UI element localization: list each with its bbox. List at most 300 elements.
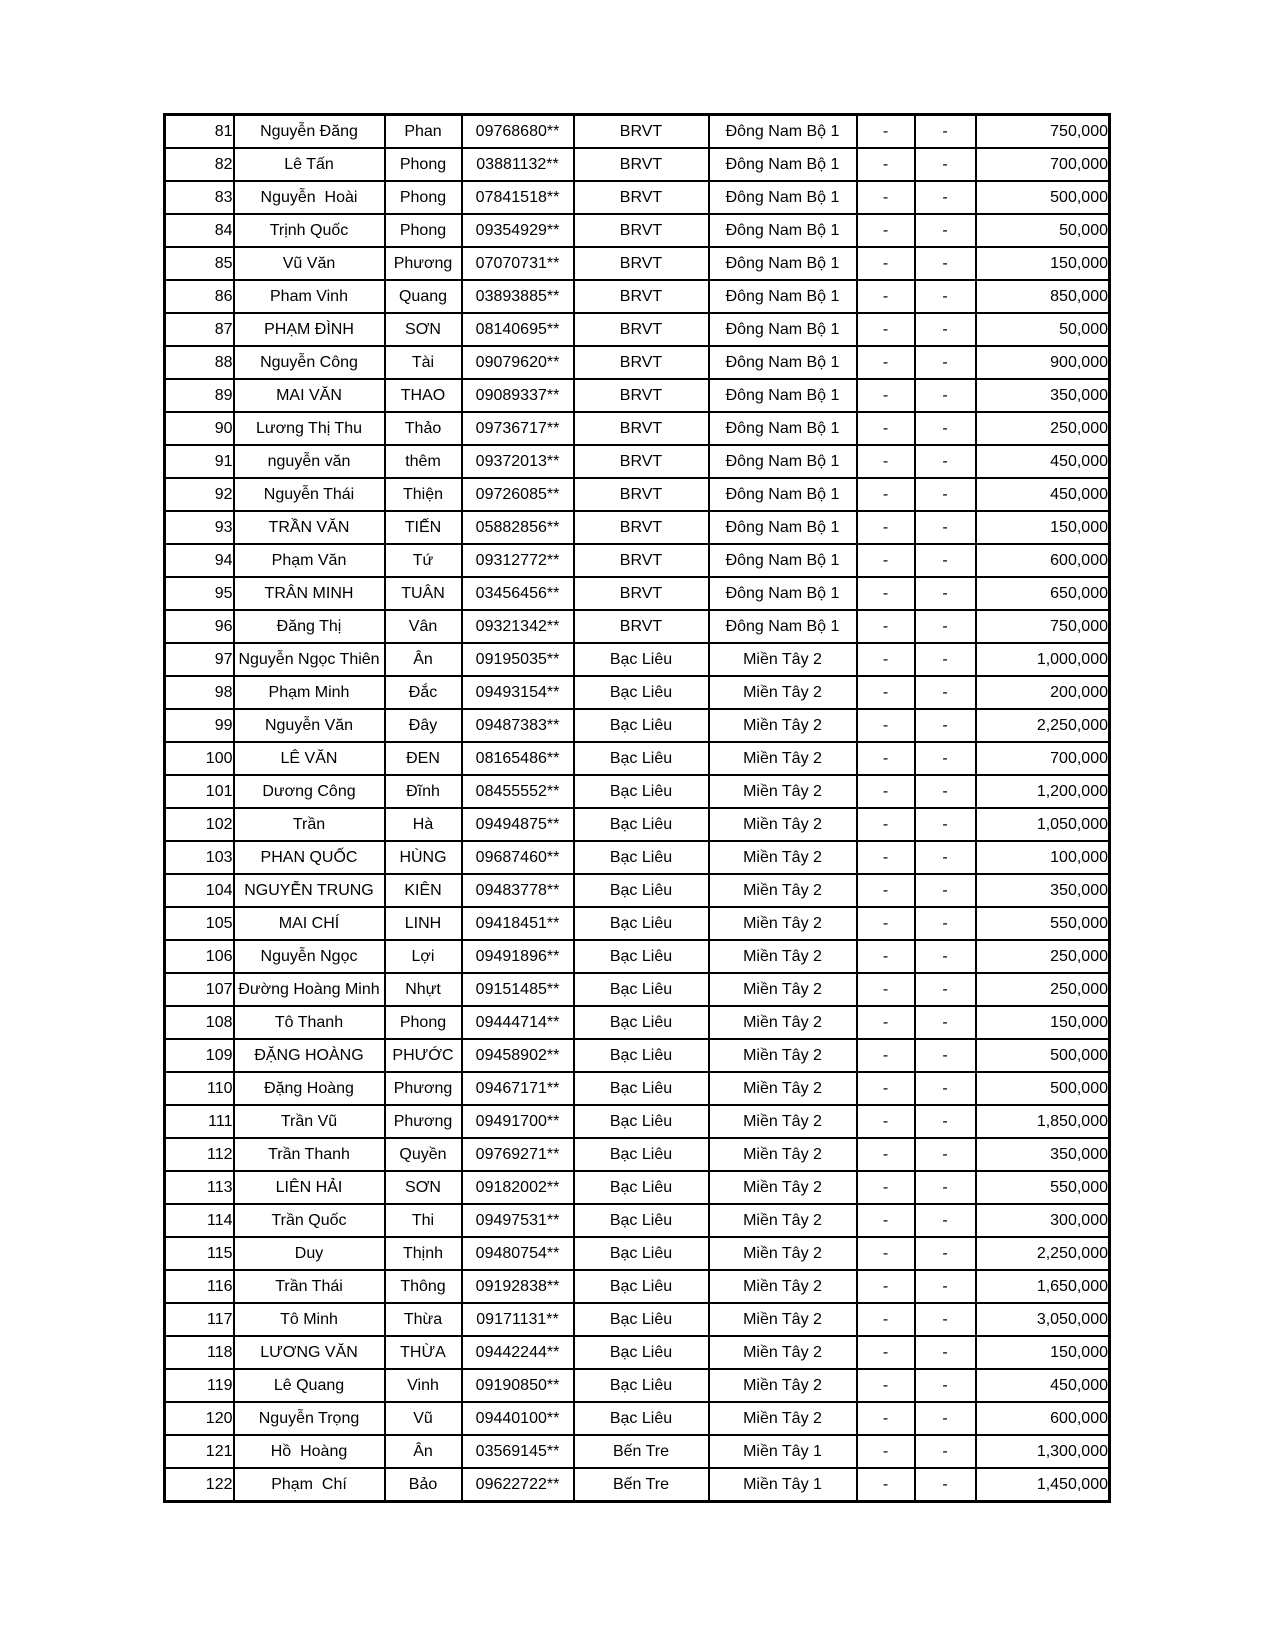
cell-first-name: Nguyễn Công [234,346,385,379]
cell-amount: 700,000 [976,148,1110,181]
table-row [165,1006,1110,1039]
cell-amount: 450,000 [976,1369,1110,1402]
table-row [165,709,1110,742]
table-row [165,379,1110,412]
cell-province: BRVT [574,280,709,313]
cell-province: Bến Tre [574,1468,709,1502]
cell-last-name: TUÂN [385,577,462,610]
cell-region: Miền Tây 1 [709,1435,857,1468]
cell-phone: 09372013** [462,445,574,478]
cell-phone: 07070731** [462,247,574,280]
table-row [165,346,1110,379]
cell-first-name: Nguyễn Thái [234,478,385,511]
cell-first-name: MAI CHÍ [234,907,385,940]
cell-last-name: Vũ [385,1402,462,1435]
cell-blank-1: - [857,148,915,181]
cell-first-name: Nguyễn Đăng [234,115,385,149]
cell-first-name: PHAN QUỐC [234,841,385,874]
cell-blank-2: - [915,115,976,149]
cell-first-name: Nguyễn Ngọc Thiên [234,643,385,676]
cell-phone: 09483778** [462,874,574,907]
cell-blank-1: - [857,1072,915,1105]
cell-first-name: Trần Thái [234,1270,385,1303]
cell-region: Đông Nam Bộ 1 [709,280,857,313]
table-row [165,1039,1110,1072]
cell-region: Đông Nam Bộ 1 [709,478,857,511]
cell-amount: 150,000 [976,1336,1110,1369]
cell-amount: 200,000 [976,676,1110,709]
cell-phone: 09494875** [462,808,574,841]
cell-blank-1: - [857,742,915,775]
cell-last-name: Đây [385,709,462,742]
cell-region: Miền Tây 2 [709,1303,857,1336]
cell-amount: 150,000 [976,1006,1110,1039]
cell-row-number: 113 [165,1171,234,1204]
cell-region: Miền Tây 2 [709,1237,857,1270]
cell-first-name: Lê Quang [234,1369,385,1402]
cell-blank-2: - [915,874,976,907]
cell-amount: 250,000 [976,412,1110,445]
cell-first-name: PHẠM ĐÌNH [234,313,385,346]
cell-last-name: Vinh [385,1369,462,1402]
cell-blank-2: - [915,1468,976,1502]
cell-row-number: 88 [165,346,234,379]
table-row [165,643,1110,676]
cell-blank-1: - [857,1402,915,1435]
cell-phone: 09444714** [462,1006,574,1039]
cell-row-number: 105 [165,907,234,940]
cell-blank-1: - [857,1039,915,1072]
cell-region: Đông Nam Bộ 1 [709,445,857,478]
cell-first-name: TRÂN MINH [234,577,385,610]
cell-phone: 09079620** [462,346,574,379]
cell-phone: 09487383** [462,709,574,742]
cell-province: BRVT [574,247,709,280]
cell-blank-1: - [857,1303,915,1336]
cell-row-number: 86 [165,280,234,313]
cell-amount: 500,000 [976,181,1110,214]
table-row [165,1138,1110,1171]
cell-last-name: Vân [385,610,462,643]
cell-province: Bạc Liêu [574,1204,709,1237]
cell-blank-1: - [857,313,915,346]
cell-blank-1: - [857,412,915,445]
cell-phone: 09491896** [462,940,574,973]
cell-region: Miền Tây 2 [709,808,857,841]
cell-amount: 500,000 [976,1072,1110,1105]
cell-province: Bạc Liêu [574,676,709,709]
cell-blank-1: - [857,247,915,280]
cell-phone: 09736717** [462,412,574,445]
cell-blank-1: - [857,973,915,1006]
cell-blank-1: - [857,280,915,313]
cell-region: Miền Tây 2 [709,973,857,1006]
table-row [165,973,1110,1006]
table-row [165,181,1110,214]
cell-row-number: 114 [165,1204,234,1237]
cell-region: Miền Tây 2 [709,709,857,742]
cell-last-name: Đĩnh [385,775,462,808]
cell-last-name: Phương [385,247,462,280]
cell-last-name: Tài [385,346,462,379]
cell-phone: 09458902** [462,1039,574,1072]
table-row [165,115,1110,149]
cell-last-name: Phong [385,1006,462,1039]
cell-last-name: SƠN [385,1171,462,1204]
donor-table [163,113,1111,1503]
table-row [165,907,1110,940]
cell-region: Đông Nam Bộ 1 [709,148,857,181]
cell-phone: 09321342** [462,610,574,643]
cell-first-name: MAI VĂN [234,379,385,412]
cell-row-number: 118 [165,1336,234,1369]
cell-row-number: 98 [165,676,234,709]
cell-blank-2: - [915,940,976,973]
cell-blank-2: - [915,478,976,511]
cell-region: Miền Tây 2 [709,1039,857,1072]
cell-phone: 09182002** [462,1171,574,1204]
cell-blank-1: - [857,1435,915,1468]
cell-blank-2: - [915,775,976,808]
cell-first-name: Phạm Văn [234,544,385,577]
cell-region: Đông Nam Bộ 1 [709,247,857,280]
cell-amount: 350,000 [976,1138,1110,1171]
cell-province: BRVT [574,214,709,247]
cell-region: Miền Tây 2 [709,1402,857,1435]
table-row [165,1237,1110,1270]
cell-amount: 1,200,000 [976,775,1110,808]
cell-region: Miền Tây 2 [709,1138,857,1171]
cell-amount: 550,000 [976,1171,1110,1204]
cell-amount: 1,450,000 [976,1468,1110,1502]
cell-amount: 250,000 [976,940,1110,973]
cell-first-name: Dương Công [234,775,385,808]
table-row [165,1072,1110,1105]
cell-amount: 1,050,000 [976,808,1110,841]
cell-blank-1: - [857,808,915,841]
cell-row-number: 107 [165,973,234,1006]
cell-province: Bạc Liêu [574,1105,709,1138]
cell-blank-1: - [857,214,915,247]
cell-blank-1: - [857,775,915,808]
cell-blank-1: - [857,1270,915,1303]
cell-amount: 150,000 [976,511,1110,544]
cell-blank-2: - [915,1039,976,1072]
cell-row-number: 112 [165,1138,234,1171]
cell-phone: 05882856** [462,511,574,544]
cell-province: BRVT [574,313,709,346]
cell-phone: 09442244** [462,1336,574,1369]
cell-first-name: nguyễn văn [234,445,385,478]
cell-last-name: Lợi [385,940,462,973]
cell-phone: 09354929** [462,214,574,247]
cell-province: BRVT [574,610,709,643]
cell-blank-2: - [915,346,976,379]
cell-province: BRVT [574,115,709,149]
cell-region: Đông Nam Bộ 1 [709,544,857,577]
cell-phone: 09467171** [462,1072,574,1105]
cell-blank-1: - [857,346,915,379]
cell-phone: 07841518** [462,181,574,214]
cell-row-number: 109 [165,1039,234,1072]
cell-amount: 700,000 [976,742,1110,775]
cell-province: BRVT [574,412,709,445]
cell-blank-2: - [915,841,976,874]
cell-first-name: Trần Vũ [234,1105,385,1138]
table-row [165,610,1110,643]
cell-blank-2: - [915,412,976,445]
cell-amount: 1,300,000 [976,1435,1110,1468]
cell-blank-1: - [857,115,915,149]
cell-row-number: 96 [165,610,234,643]
cell-blank-2: - [915,808,976,841]
table-row [165,544,1110,577]
table-row [165,1336,1110,1369]
table-row [165,1468,1110,1502]
cell-phone: 09687460** [462,841,574,874]
cell-blank-2: - [915,1369,976,1402]
cell-province: Bạc Liêu [574,1072,709,1105]
cell-first-name: Trần Quốc [234,1204,385,1237]
cell-blank-2: - [915,148,976,181]
table-row [165,1204,1110,1237]
cell-first-name: NGUYỄN TRUNG [234,874,385,907]
cell-amount: 600,000 [976,1402,1110,1435]
cell-blank-2: - [915,1336,976,1369]
cell-province: BRVT [574,445,709,478]
cell-blank-1: - [857,577,915,610]
cell-row-number: 90 [165,412,234,445]
cell-phone: 09418451** [462,907,574,940]
cell-province: BRVT [574,544,709,577]
cell-amount: 900,000 [976,346,1110,379]
cell-province: Bạc Liêu [574,1369,709,1402]
cell-first-name: Tô Minh [234,1303,385,1336]
table-row [165,808,1110,841]
cell-province: Bạc Liêu [574,1270,709,1303]
cell-province: Bạc Liêu [574,808,709,841]
cell-first-name: Hồ Hoàng [234,1435,385,1468]
cell-blank-2: - [915,544,976,577]
cell-row-number: 92 [165,478,234,511]
cell-province: Bạc Liêu [574,940,709,973]
cell-region: Miền Tây 1 [709,1468,857,1502]
cell-province: Bạc Liêu [574,874,709,907]
cell-blank-2: - [915,1270,976,1303]
cell-row-number: 94 [165,544,234,577]
cell-last-name: Phan [385,115,462,149]
cell-amount: 650,000 [976,577,1110,610]
cell-blank-1: - [857,1369,915,1402]
cell-first-name: ĐẶNG HOÀNG [234,1039,385,1072]
cell-first-name: Trần Thanh [234,1138,385,1171]
cell-phone: 09769271** [462,1138,574,1171]
cell-province: BRVT [574,577,709,610]
cell-last-name: THỪA [385,1336,462,1369]
cell-amount: 500,000 [976,1039,1110,1072]
cell-row-number: 120 [165,1402,234,1435]
cell-blank-2: - [915,1204,976,1237]
cell-row-number: 81 [165,115,234,149]
cell-amount: 150,000 [976,247,1110,280]
cell-row-number: 83 [165,181,234,214]
cell-blank-2: - [915,1105,976,1138]
cell-blank-1: - [857,709,915,742]
cell-phone: 09190850** [462,1369,574,1402]
cell-region: Đông Nam Bộ 1 [709,313,857,346]
cell-amount: 2,250,000 [976,709,1110,742]
cell-first-name: LIÊN HẢI [234,1171,385,1204]
cell-amount: 1,650,000 [976,1270,1110,1303]
cell-row-number: 99 [165,709,234,742]
cell-region: Đông Nam Bộ 1 [709,610,857,643]
cell-blank-2: - [915,181,976,214]
cell-phone: 09312772** [462,544,574,577]
cell-region: Miền Tây 2 [709,775,857,808]
table-row [165,940,1110,973]
cell-province: Bạc Liêu [574,1039,709,1072]
cell-region: Miền Tây 2 [709,1171,857,1204]
cell-phone: 09151485** [462,973,574,1006]
cell-phone: 09768680** [462,115,574,149]
cell-province: Bạc Liêu [574,1237,709,1270]
cell-last-name: Phong [385,181,462,214]
cell-blank-1: - [857,841,915,874]
table-row [165,742,1110,775]
cell-last-name: Đắc [385,676,462,709]
cell-blank-1: - [857,643,915,676]
cell-first-name: Nguyễn Hoài [234,181,385,214]
cell-blank-1: - [857,1237,915,1270]
cell-blank-1: - [857,1171,915,1204]
cell-region: Đông Nam Bộ 1 [709,379,857,412]
cell-first-name: Duy [234,1237,385,1270]
cell-amount: 350,000 [976,874,1110,907]
cell-amount: 1,000,000 [976,643,1110,676]
cell-row-number: 119 [165,1369,234,1402]
cell-province: Bạc Liêu [574,742,709,775]
cell-last-name: PHƯỚC [385,1039,462,1072]
table-row [165,1303,1110,1336]
cell-row-number: 110 [165,1072,234,1105]
cell-first-name: Phạm Chí [234,1468,385,1502]
cell-blank-1: - [857,478,915,511]
cell-last-name: Bảo [385,1468,462,1502]
cell-phone: 09497531** [462,1204,574,1237]
cell-last-name: Hà [385,808,462,841]
cell-row-number: 108 [165,1006,234,1039]
cell-province: Bến Tre [574,1435,709,1468]
cell-phone: 03893885** [462,280,574,313]
cell-blank-1: - [857,610,915,643]
cell-blank-2: - [915,1006,976,1039]
cell-first-name: Tô Thanh [234,1006,385,1039]
table-row [165,775,1110,808]
cell-row-number: 97 [165,643,234,676]
table-row [165,313,1110,346]
cell-region: Miền Tây 2 [709,742,857,775]
cell-blank-2: - [915,247,976,280]
cell-first-name: Nguyễn Văn [234,709,385,742]
cell-province: BRVT [574,478,709,511]
cell-amount: 450,000 [976,445,1110,478]
cell-blank-1: - [857,1138,915,1171]
cell-last-name: Phương [385,1072,462,1105]
table-row [165,1369,1110,1402]
cell-region: Đông Nam Bộ 1 [709,214,857,247]
cell-region: Miền Tây 2 [709,874,857,907]
cell-region: Miền Tây 2 [709,841,857,874]
cell-row-number: 100 [165,742,234,775]
cell-blank-2: - [915,610,976,643]
cell-first-name: Phạm Minh [234,676,385,709]
cell-row-number: 116 [165,1270,234,1303]
cell-row-number: 91 [165,445,234,478]
cell-phone: 03569145** [462,1435,574,1468]
cell-blank-2: - [915,1072,976,1105]
table-row [165,478,1110,511]
cell-region: Miền Tây 2 [709,1105,857,1138]
cell-blank-1: - [857,874,915,907]
cell-blank-2: - [915,445,976,478]
cell-phone: 09726085** [462,478,574,511]
cell-blank-2: - [915,313,976,346]
table-row [165,1105,1110,1138]
cell-row-number: 95 [165,577,234,610]
cell-province: Bạc Liêu [574,841,709,874]
cell-phone: 08165486** [462,742,574,775]
cell-blank-1: - [857,445,915,478]
cell-last-name: Ân [385,1435,462,1468]
cell-first-name: Lương Thị Thu [234,412,385,445]
cell-row-number: 111 [165,1105,234,1138]
cell-blank-1: - [857,181,915,214]
cell-phone: 09480754** [462,1237,574,1270]
cell-last-name: Phương [385,1105,462,1138]
cell-region: Miền Tây 2 [709,1006,857,1039]
cell-last-name: Thiện [385,478,462,511]
cell-first-name: Pham Vinh [234,280,385,313]
cell-blank-2: - [915,214,976,247]
cell-phone: 09089337** [462,379,574,412]
cell-row-number: 102 [165,808,234,841]
cell-last-name: SƠN [385,313,462,346]
cell-province: Bạc Liêu [574,973,709,1006]
cell-province: Bạc Liêu [574,709,709,742]
table-row [165,577,1110,610]
cell-first-name: LÊ VĂN [234,742,385,775]
cell-amount: 250,000 [976,973,1110,1006]
cell-province: Bạc Liêu [574,1402,709,1435]
cell-amount: 1,850,000 [976,1105,1110,1138]
cell-blank-1: - [857,511,915,544]
cell-blank-2: - [915,280,976,313]
cell-first-name: TRẦN VĂN [234,511,385,544]
cell-blank-1: - [857,676,915,709]
cell-region: Miền Tây 2 [709,940,857,973]
cell-blank-1: - [857,1105,915,1138]
cell-last-name: Thịnh [385,1237,462,1270]
cell-region: Miền Tây 2 [709,1336,857,1369]
table-row [165,1270,1110,1303]
cell-row-number: 115 [165,1237,234,1270]
cell-phone: 09192838** [462,1270,574,1303]
cell-blank-2: - [915,1303,976,1336]
cell-last-name: ĐEN [385,742,462,775]
table-row [165,511,1110,544]
cell-row-number: 84 [165,214,234,247]
table-row [165,214,1110,247]
